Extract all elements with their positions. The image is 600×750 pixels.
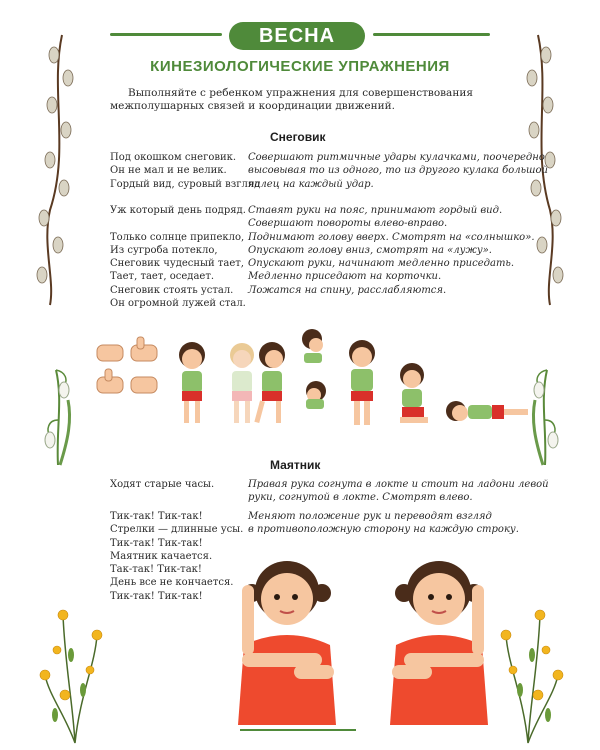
verse-line: Тик-так! Тик-так!	[110, 511, 203, 522]
action-line: Опускают голову вниз, смотрят на «лужу».	[248, 244, 492, 256]
child-turning-side-icon	[254, 342, 285, 423]
header-line-left	[110, 33, 222, 36]
verse-line: Гордый вид, суровый взгляд	[110, 178, 261, 190]
child-turning-icon	[230, 343, 254, 423]
child-lying-icon	[446, 401, 528, 421]
action-line: руки, согнутой в локте. Смотрят влево.	[248, 492, 473, 504]
season-badge: ВЕСНА	[229, 22, 365, 50]
action-line: высовывая то из одного, то из другого кулака большой	[248, 165, 548, 177]
verse-line: Тает, тает, оседает.	[110, 271, 215, 283]
verse-line: Снеговик стоять устал.	[110, 284, 234, 296]
snowman-verse-1	[110, 151, 260, 191]
fists-thumbs-up-illustration	[95, 335, 165, 405]
child-head-up-icon	[302, 329, 323, 363]
flowers-left-icon	[35, 595, 115, 745]
verse-line: Только солнце припекло,	[110, 231, 245, 243]
verse-line: День все не кончается.	[110, 577, 234, 589]
action-line: Поднимают голову вверх. Смотрят на «солнышко».	[248, 231, 535, 243]
action-line: Правая рука согнута в локте и стоит на ладони левой	[248, 479, 549, 490]
snowman-verse-2	[110, 204, 246, 310]
action-line: Ставят руки на пояс, принимают гордый вид.	[248, 205, 503, 216]
verse-line: Под окошком снеговик.	[110, 152, 237, 163]
girl-pendulum-right-illustration	[384, 555, 494, 725]
snowdrop-left-icon	[38, 360, 78, 470]
action-line: палец на каждый удар.	[248, 178, 374, 190]
child-hands-on-hips-icon	[179, 342, 205, 423]
pendulum-actions-1	[248, 478, 549, 505]
verse-line: Ходят старые часы.	[110, 479, 215, 490]
snowman-actions-1	[248, 151, 548, 191]
action-line: Совершают повороты влево-вправо.	[248, 218, 448, 230]
child-head-down-icon	[306, 381, 326, 409]
pendulum-actions-2	[248, 510, 519, 537]
verse-line: Уж который день подряд.	[110, 205, 246, 216]
verse-line: Так-так! Тик-так!	[110, 564, 202, 576]
verse-gap	[110, 217, 246, 230]
verse-line: Тик-так! Тик-так!	[110, 590, 203, 602]
verse-line: Стрелки — длинные усы.	[110, 524, 244, 536]
section-title-pendulum: Маятник	[270, 458, 321, 472]
action-line: Совершают ритмичные удары кулачками, поочередно	[248, 152, 545, 163]
action-line: Ложатся на спину, расслабляются.	[248, 284, 447, 296]
child-squatting-icon	[400, 363, 428, 423]
pendulum-verse-2	[110, 510, 243, 603]
verse-line: Тик-так! Тик-так!	[110, 537, 203, 549]
pendulum-verse-1	[110, 478, 214, 491]
verse-line: Снеговик чудесный тает,	[110, 258, 244, 270]
action-line: в противоположную сторону на каждую строку.	[248, 524, 519, 536]
snowdrop-right-icon	[525, 360, 565, 470]
action-line: Медленно приседают на корточки.	[248, 271, 442, 283]
section-title-snowman: Снеговик	[270, 130, 326, 144]
verse-line: Маятник качается.	[110, 550, 213, 562]
verse-line: Он не мал и не велик.	[110, 165, 227, 177]
girl-pendulum-left-illustration	[232, 555, 342, 725]
flowers-right-icon	[488, 595, 568, 745]
header-line-right	[373, 33, 490, 36]
action-line: Опускают руки, начинают медленно приседать.	[248, 258, 515, 270]
verse-line: Из сугроба потекло,	[110, 244, 218, 256]
action-line: Меняют положение рук и переводят взгляд	[248, 511, 492, 522]
verse-line: Он огромной лужей стал.	[110, 298, 246, 310]
page-subtitle: КИНЕЗИОЛОГИЧЕСКИЕ УПРАЖНЕНИЯ	[150, 58, 450, 75]
child-standing-icon	[349, 340, 375, 425]
footer-line	[240, 729, 356, 731]
snowman-actions-2	[248, 204, 535, 297]
intro-text: Выполняйте с ребенком упражнения для совершенствования межполушарных связей и координации движений.	[110, 87, 473, 112]
